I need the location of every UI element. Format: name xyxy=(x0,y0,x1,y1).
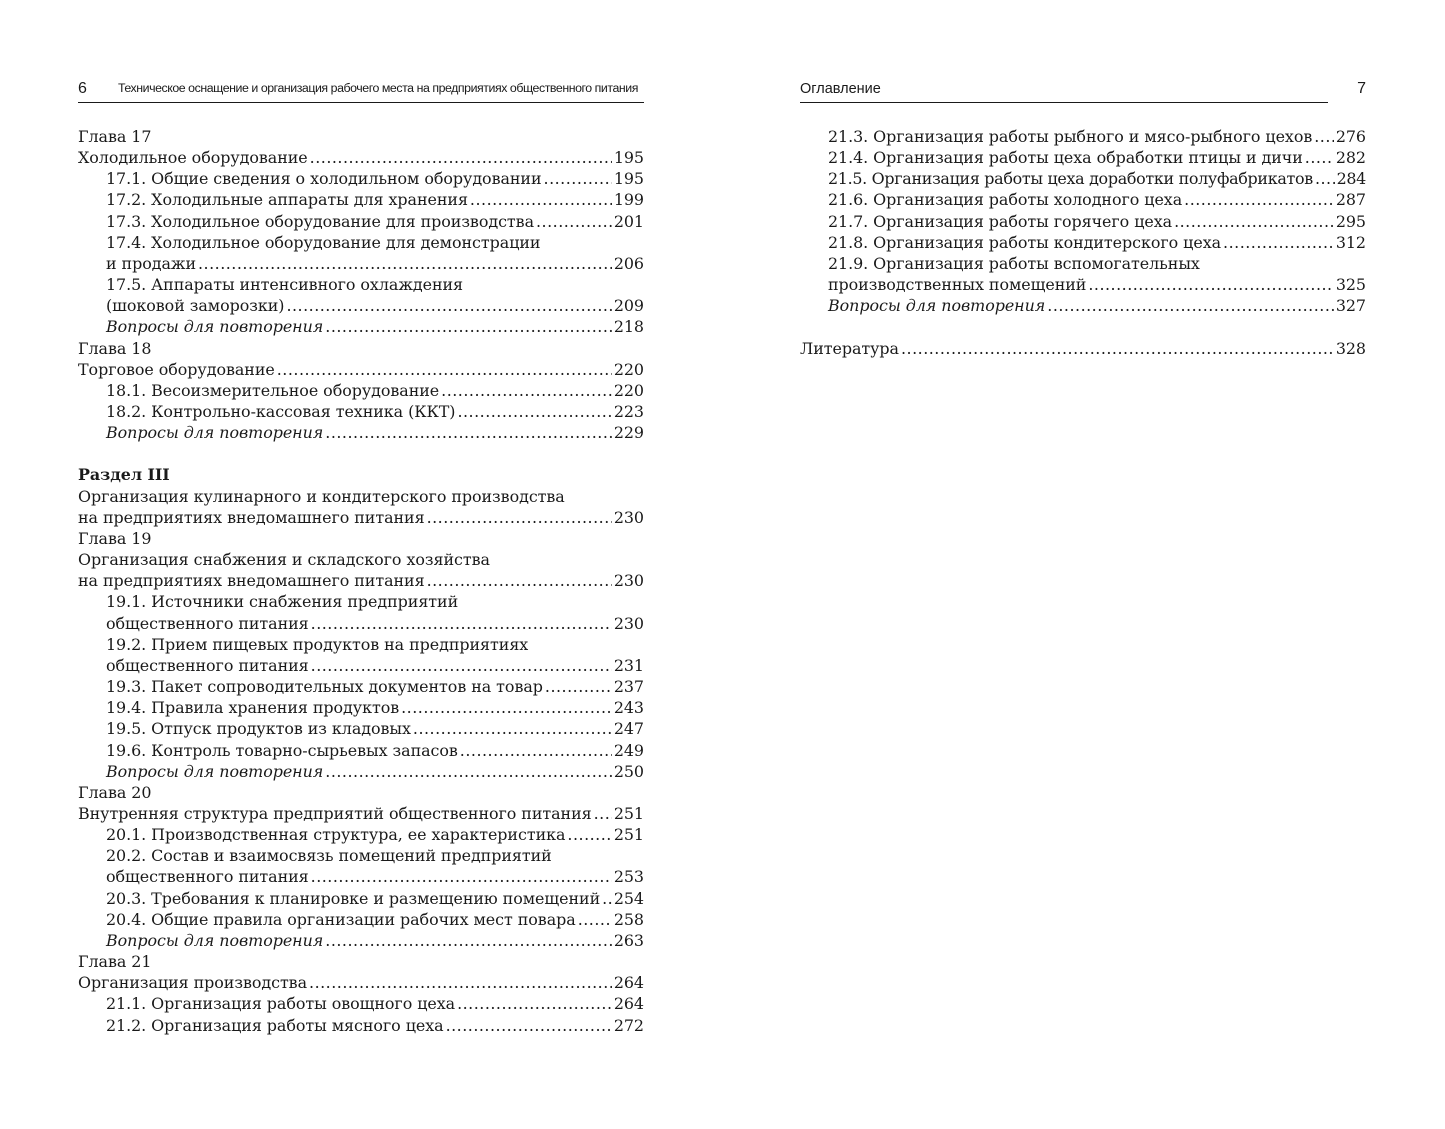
toc-entry xyxy=(78,866,644,887)
toc-entry-title: 18.2. Контрольно-кассовая техника (ККТ) xyxy=(106,402,456,422)
toc-entry-title: общественного питания xyxy=(106,867,309,887)
toc-entry-title: производственных помещений xyxy=(828,275,1087,295)
dot-leader xyxy=(427,507,612,528)
toc-entry xyxy=(78,803,644,824)
toc-entry-title: общественного питания xyxy=(106,655,309,675)
toc-entry-title: Вопросы для повторения xyxy=(106,930,324,950)
toc-entry xyxy=(78,232,644,253)
dot-leader xyxy=(567,824,611,845)
page-number: 6 xyxy=(78,80,87,97)
dot-leader xyxy=(325,930,612,951)
toc-entry xyxy=(800,274,1366,295)
toc-entry-title: 17.1. Общие сведения о холодильном оборудовании xyxy=(106,169,542,189)
toc-entry xyxy=(78,1015,644,1036)
toc-entry xyxy=(78,422,644,443)
toc-entry-title: общественного питания xyxy=(106,613,309,633)
toc-entry-page: 264 xyxy=(613,994,644,1014)
toc-entry xyxy=(78,486,644,507)
toc-entry xyxy=(800,147,1366,168)
toc-entry-title: Торговое оборудование xyxy=(78,359,275,379)
dot-leader xyxy=(536,211,612,232)
toc-entry-title: 17.2. Холодильные аппараты для хранения xyxy=(106,190,468,210)
toc-entry xyxy=(78,591,644,612)
toc-entry-page: 195 xyxy=(613,169,644,189)
toc-entry-page: 251 xyxy=(613,803,644,823)
toc-entry-title: 18.1. Весоизмерительное оборудование xyxy=(106,380,440,400)
left-page xyxy=(78,0,644,1129)
toc-entry xyxy=(78,888,644,909)
dot-leader xyxy=(277,359,612,380)
toc-entry-page: 243 xyxy=(613,698,644,718)
toc-entry-page: 229 xyxy=(613,423,644,443)
toc-entry-page: 247 xyxy=(613,719,644,739)
toc-entry-title: 20.1. Производственная структура, ее характеристика xyxy=(106,825,566,845)
toc-entry-page: 284 xyxy=(1336,169,1366,189)
toc-list xyxy=(78,126,644,1036)
toc-entry-page: 223 xyxy=(613,402,644,422)
page-number: 7 xyxy=(1357,80,1366,97)
toc-entry xyxy=(78,338,644,359)
toc-entry-title: Вопросы для повторения xyxy=(106,317,324,337)
dot-leader xyxy=(309,972,612,993)
toc-entry xyxy=(78,972,644,993)
toc-entry-title: Организация производства xyxy=(78,973,308,993)
dot-leader xyxy=(286,295,611,316)
toc-entry xyxy=(78,380,644,401)
dot-leader xyxy=(427,570,612,591)
toc-entry xyxy=(78,718,644,739)
toc-entry-title: 19.5. Отпуск продуктов из кладовых xyxy=(106,719,411,739)
toc-entry-title: 21.7. Организация работы горячего цеха xyxy=(828,211,1173,231)
toc-entry-page: 249 xyxy=(613,740,644,760)
toc-entry xyxy=(78,253,644,274)
dot-leader xyxy=(310,147,612,168)
toc-entry xyxy=(78,189,644,210)
toc-entry-page: 282 xyxy=(1335,148,1366,168)
toc-entry-page: 264 xyxy=(613,973,644,993)
toc-entry-page: 254 xyxy=(613,888,644,908)
toc-entry-page: 230 xyxy=(613,507,644,527)
toc-entry xyxy=(78,634,644,655)
toc-entry xyxy=(78,740,644,761)
toc-entry-title: Раздел III xyxy=(78,465,170,485)
toc-entry-title: 21.8. Организация работы кондитерского цеха xyxy=(828,232,1222,252)
toc-entry xyxy=(800,168,1366,189)
toc-entry-page: 327 xyxy=(1335,296,1366,316)
toc-entry-title: Вопросы для повторения xyxy=(106,761,324,781)
toc-entry-page: 220 xyxy=(613,359,644,379)
toc-entry-title: Глава 17 xyxy=(78,127,152,146)
toc-entry-page: 199 xyxy=(613,190,644,210)
toc-entry-title: 21.5. Организация работы цеха доработки полуфабрикатов xyxy=(828,169,1313,189)
toc-entry-page: 253 xyxy=(613,867,644,887)
toc-entry-title: Глава 18 xyxy=(78,338,152,358)
toc-entry-page: 218 xyxy=(613,317,644,337)
toc-entry xyxy=(78,126,644,147)
toc-entry xyxy=(78,295,644,316)
toc-entry xyxy=(78,824,644,845)
dot-leader xyxy=(325,761,612,782)
toc-entry-title: 21.2. Организация работы мясного цеха xyxy=(106,1015,444,1035)
toc-entry-page: 209 xyxy=(613,296,644,316)
toc-entry-title: 21.4. Организация работы цеха обработки птицы и дичи xyxy=(828,148,1303,168)
toc-entry xyxy=(78,993,644,1014)
toc-entry xyxy=(78,274,644,295)
dot-leader xyxy=(198,253,612,274)
toc-entry-title: на предприятиях внедомашнего питания xyxy=(78,507,425,527)
toc-entry xyxy=(800,253,1366,274)
toc-entry-title: 20.4. Общие правила организации рабочих мест повара xyxy=(106,909,576,929)
toc-entry xyxy=(78,316,644,337)
toc-entry-page: 258 xyxy=(613,909,644,929)
toc-entry-page: 263 xyxy=(613,930,644,950)
toc-entry-title: 21.9. Организация работы вспомогательных xyxy=(828,253,1200,273)
dot-leader xyxy=(1315,168,1335,189)
toc-entry xyxy=(78,676,644,697)
dot-leader xyxy=(311,613,612,634)
toc-entry xyxy=(78,528,644,549)
toc-entry xyxy=(78,697,644,718)
toc-entry-page: 295 xyxy=(1335,211,1366,231)
toc-entry-title: на предприятиях внедомашнего питания xyxy=(78,571,425,591)
toc-entry-title: Холодильное оборудование xyxy=(78,148,308,168)
toc-entry-title: Вопросы для повторения xyxy=(828,296,1046,316)
toc-entry-title: Организация снабжения и складского хозяйства xyxy=(78,550,490,570)
toc-entry xyxy=(78,359,644,380)
dot-leader xyxy=(1047,295,1334,316)
dot-leader xyxy=(594,803,612,824)
toc-entry xyxy=(78,655,644,676)
toc-entry xyxy=(78,930,644,951)
dot-leader xyxy=(901,338,1334,359)
toc-entry-page: 250 xyxy=(613,761,644,781)
dot-leader xyxy=(311,866,612,887)
toc-entry xyxy=(78,168,644,189)
toc-entry xyxy=(800,232,1366,253)
toc-entry-title: и продажи xyxy=(106,253,196,273)
dot-leader xyxy=(544,168,612,189)
dot-leader xyxy=(460,740,612,761)
toc-entry xyxy=(800,338,1366,359)
toc-entry-title: (шоковой заморозки) xyxy=(106,296,285,316)
toc-entry-title: 21.1. Организация работы овощного цеха xyxy=(106,994,456,1014)
toc-entry-title: 17.3. Холодильное оборудование для производства xyxy=(106,211,534,231)
toc-entry-page: 231 xyxy=(613,655,644,675)
toc-entry-page: 272 xyxy=(613,1015,644,1035)
dot-leader xyxy=(457,401,611,422)
toc-entry-title: 21.6. Организация работы холодного цеха xyxy=(828,190,1183,210)
toc-entry xyxy=(78,909,644,930)
toc-entry xyxy=(78,464,644,485)
dot-leader xyxy=(413,718,612,739)
toc-entry xyxy=(78,211,644,232)
dot-leader xyxy=(1314,126,1334,147)
toc-entry-page: 230 xyxy=(613,571,644,591)
running-head xyxy=(800,80,1366,103)
dot-leader xyxy=(545,676,612,697)
toc-entry xyxy=(78,147,644,168)
toc-entry-page: 276 xyxy=(1335,127,1366,146)
right-page xyxy=(800,0,1366,1129)
dot-leader xyxy=(1174,211,1334,232)
toc-entry-title: 21.3. Организация работы рыбного и мясо-рыбного цехов xyxy=(828,127,1313,146)
toc-entry-title: 17.4. Холодильное оборудование для демонстрации xyxy=(106,232,541,252)
dot-leader xyxy=(457,993,612,1014)
toc-entry xyxy=(78,549,644,570)
dot-leader xyxy=(441,380,612,401)
toc-entry xyxy=(800,211,1366,232)
running-title: Техническое оснащение и организация рабочего места на предприятиях общественного питания xyxy=(118,81,638,95)
toc-entry-page: 206 xyxy=(613,253,644,273)
toc-entry xyxy=(78,761,644,782)
toc-entry-page: 325 xyxy=(1335,275,1366,295)
toc-entry-title: 17.5. Аппараты интенсивного охлаждения xyxy=(106,275,464,295)
dot-leader xyxy=(602,888,612,909)
dot-leader xyxy=(1305,147,1334,168)
dot-leader xyxy=(1223,232,1334,253)
toc-entry xyxy=(78,401,644,422)
toc-entry xyxy=(78,951,644,972)
toc-entry-page: 312 xyxy=(1335,232,1366,252)
toc-entry-title: Глава 20 xyxy=(78,782,152,802)
toc-entry-title: 19.1. Источники снабжения предприятий xyxy=(106,592,459,612)
toc-entry-title: 19.3. Пакет сопроводительных документов на товар xyxy=(106,677,543,697)
dot-leader xyxy=(446,1015,612,1036)
toc-list xyxy=(800,126,1366,359)
dot-leader xyxy=(1088,274,1333,295)
toc-entry xyxy=(78,782,644,803)
toc-entry-title: Литература xyxy=(800,338,899,358)
toc-entry-title: 19.2. Прием пищевых продуктов на предприятиях xyxy=(106,634,529,654)
dot-leader xyxy=(325,316,612,337)
running-title: Оглавление xyxy=(800,81,881,97)
toc-entry-page: 237 xyxy=(613,677,644,697)
toc-entry-page: 328 xyxy=(1335,338,1366,358)
toc-entry-title: 19.6. Контроль товарно-сырьевых запасов xyxy=(106,740,458,760)
dot-leader xyxy=(401,697,612,718)
toc-entry-page: 287 xyxy=(1335,190,1366,210)
toc-entry-title: Организация кулинарного и кондитерского производства xyxy=(78,486,565,506)
toc-entry-title: Вопросы для повторения xyxy=(106,423,324,443)
toc-entry-page: 230 xyxy=(613,613,644,633)
toc-entry-title: 20.2. Состав и взаимосвязь помещений предприятий xyxy=(106,846,552,866)
toc-entry-page: 195 xyxy=(613,148,644,168)
toc-entry xyxy=(78,845,644,866)
toc-entry xyxy=(800,189,1366,210)
dot-leader xyxy=(578,909,612,930)
toc-entry-title: Глава 21 xyxy=(78,952,152,972)
dot-leader xyxy=(311,655,612,676)
toc-entry xyxy=(800,126,1366,147)
toc-entry-page: 220 xyxy=(613,380,644,400)
toc-entry xyxy=(78,570,644,591)
toc-entry xyxy=(78,507,644,528)
toc-entry-title: 19.4. Правила хранения продуктов xyxy=(106,698,400,718)
dot-leader xyxy=(1184,189,1334,210)
toc-entry xyxy=(800,295,1366,316)
toc-entry-title: Внутренняя структура предприятий общественного питания xyxy=(78,803,592,823)
toc-entry-page: 251 xyxy=(613,825,644,845)
toc-entry-page: 201 xyxy=(613,211,644,231)
toc-entry-title: 20.3. Требования к планировке и размещению помещений xyxy=(106,888,601,908)
dot-leader xyxy=(470,189,612,210)
dot-leader xyxy=(325,422,612,443)
toc-entry-title: Глава 19 xyxy=(78,528,152,548)
toc-entry xyxy=(78,613,644,634)
running-head xyxy=(78,80,644,103)
